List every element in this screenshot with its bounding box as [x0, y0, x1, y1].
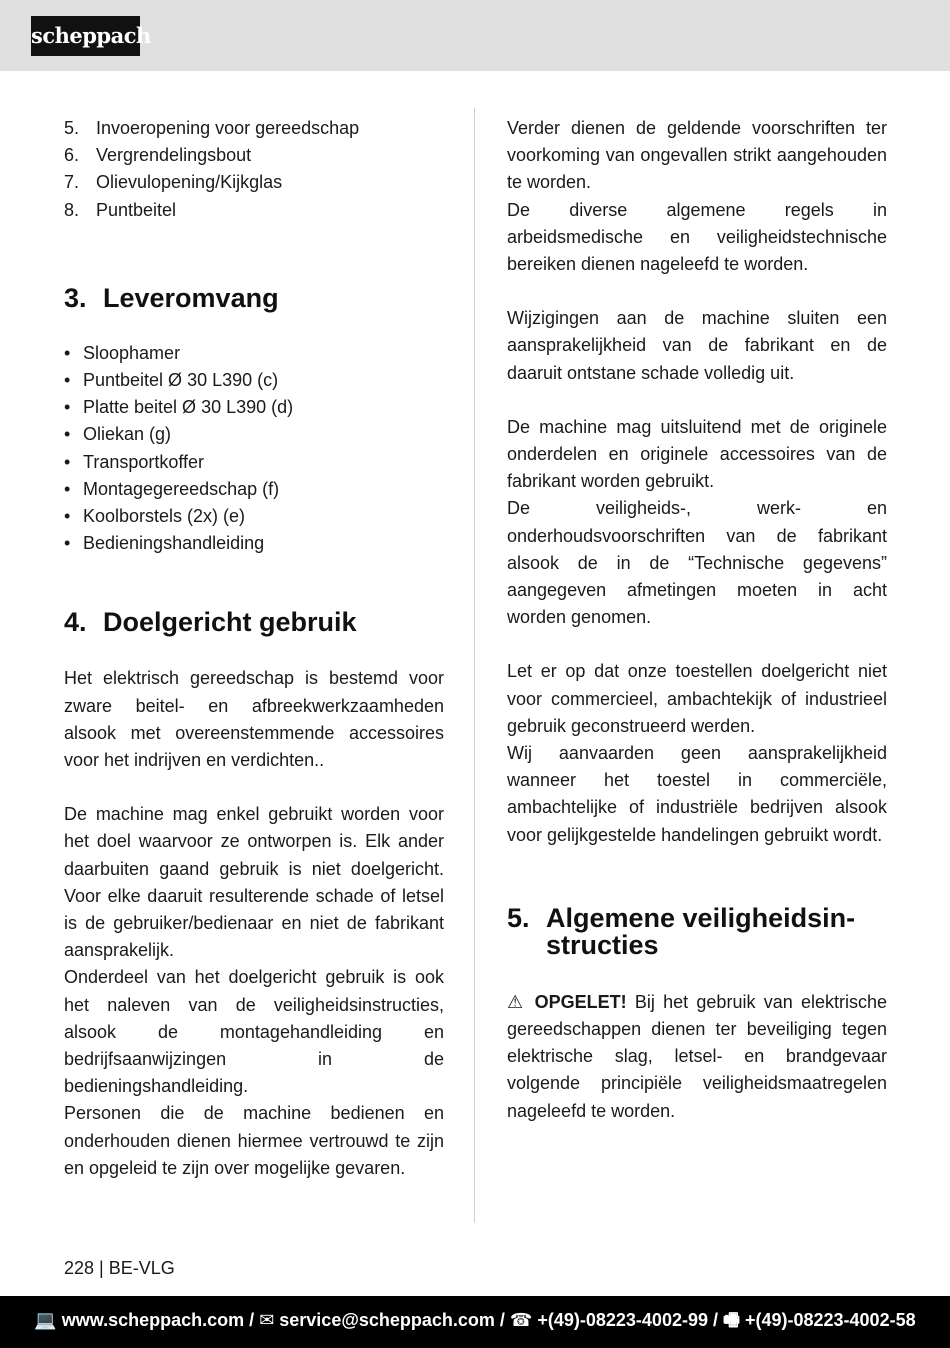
page-number: 228 | BE-VLG [64, 1258, 175, 1278]
paragraph: Wij aanvaarden geen aansprakelijkheid wanneer het toestel in commerciële, ambachtelijke of industriële bedrijven alsook voor gelijkgestelde handelingen gebruikt wordt. [507, 743, 887, 845]
column-divider [474, 108, 475, 1223]
section-3-heading: 3. Leveromvang [64, 282, 279, 313]
paragraph: Verder dienen de geldende voorschriften ter voorkoming van ongevallen strikt aangehouden te worden. [507, 118, 887, 193]
contact-footer: 💻 www.scheppach.com / ✉ service@scheppach.com / ☎ +(49)-08223-4002-99 / 🖷 +(49)-08223-4002-58 [0, 1296, 950, 1348]
list-item: • Platte beitel Ø 30 L390 (d) [64, 397, 294, 418]
list-item: 7. Olievulopening/Kijkglas [64, 172, 283, 193]
section-5-heading: 5. Algemene veiligheidsin- structies [507, 902, 856, 960]
delivery-list [64, 340, 444, 558]
scheppach-logo: scheppach [31, 16, 140, 56]
paragraph: De machine mag enkel gebruikt worden voor het doel waarvoor ze ontworpen is. Elk ander daarbuiten gaand gebruik is niet doelgericht. Voor elke daaruit resulterende schade of letsel is de gebruiker/bedienaar en niet de fabrikant aansprakelijk. [64, 804, 444, 961]
paragraph: De machine mag uitsluitend met de originele onderdelen en originele accessoires van de fabrikant worden gebruikt. [507, 416, 887, 492]
warning-paragraph: ⚠ OPGELET! Bij het gebruik van elektrische gereedschappen dienen ter beveiliging tegen elektrische slag, letsel- en brandgevaar volgende principiële veiligheidsmaatregelen nageleefd te worden. [507, 991, 887, 1121]
list-item: • Transportkoffer [64, 451, 205, 472]
right-column [507, 115, 887, 1125]
list-item: • Bedieningshandleiding [64, 533, 265, 554]
paragraph: Onderdeel van het doelgericht gebruik is ook het naleven van de veiligheidsinstructies, alsook de montagehandleiding en bedrijfsaanwijzingen in de bedieningshandleiding. [64, 967, 444, 1097]
list-item: • Puntbeitel Ø 30 L390 (c) [64, 370, 279, 391]
warning-label: OPGELET! [534, 991, 627, 1012]
paragraph: De veiligheids-, werk- en onderhoudsvoorschriften van de fabrikant alsook de in de “Technische gegevens” aangegeven afmetingen moeten in acht worden genomen. [507, 498, 887, 628]
warning-icon: ⚠ [507, 991, 527, 1012]
paragraph: De diverse algemene regels in arbeidsmedische en veiligheidstechnische bereiken dienen nageleefd te worden. [507, 199, 887, 275]
list-item: • Sloophamer [64, 342, 181, 363]
list-item: 6. Vergrendelingsbout [64, 145, 252, 166]
section-4-heading: 4. Doelgericht gebruik [64, 607, 357, 638]
list-item: 8. Puntbeitel [64, 199, 177, 220]
list-item: • Oliekan (g) [64, 424, 172, 445]
parts-list [64, 115, 444, 224]
paragraph: Let er op dat onze toestellen doelgericht niet voor commercieel, ambachtekijk of industrieel gebruik geconstrueerd werden. [507, 661, 887, 736]
left-column [64, 115, 444, 1182]
page-header [0, 0, 950, 71]
list-item: 5. Invoeropening voor gereedschap [64, 118, 360, 138]
list-item: • Koolborstels (2x) (e) [64, 506, 246, 527]
paragraph: Het elektrisch gereedschap is bestemd voor zware beitel- en afbreekwerkzaamheden alsook met overeenstemmende accessoires voor het indrijven en verdichten.. [64, 668, 444, 771]
list-item: • Montagegereedschap (f) [64, 478, 280, 499]
paragraph: Personen die de machine bedienen en onderhouden dienen hiermee vertrouwd te zijn en opgeleid te zijn over mogelijke gevaren. [64, 1103, 444, 1178]
paragraph: Wijzigingen aan de machine sluiten een aansprakelijkheid van de fabrikant en de daaruit ontstane schade volledig uit. [507, 308, 887, 383]
